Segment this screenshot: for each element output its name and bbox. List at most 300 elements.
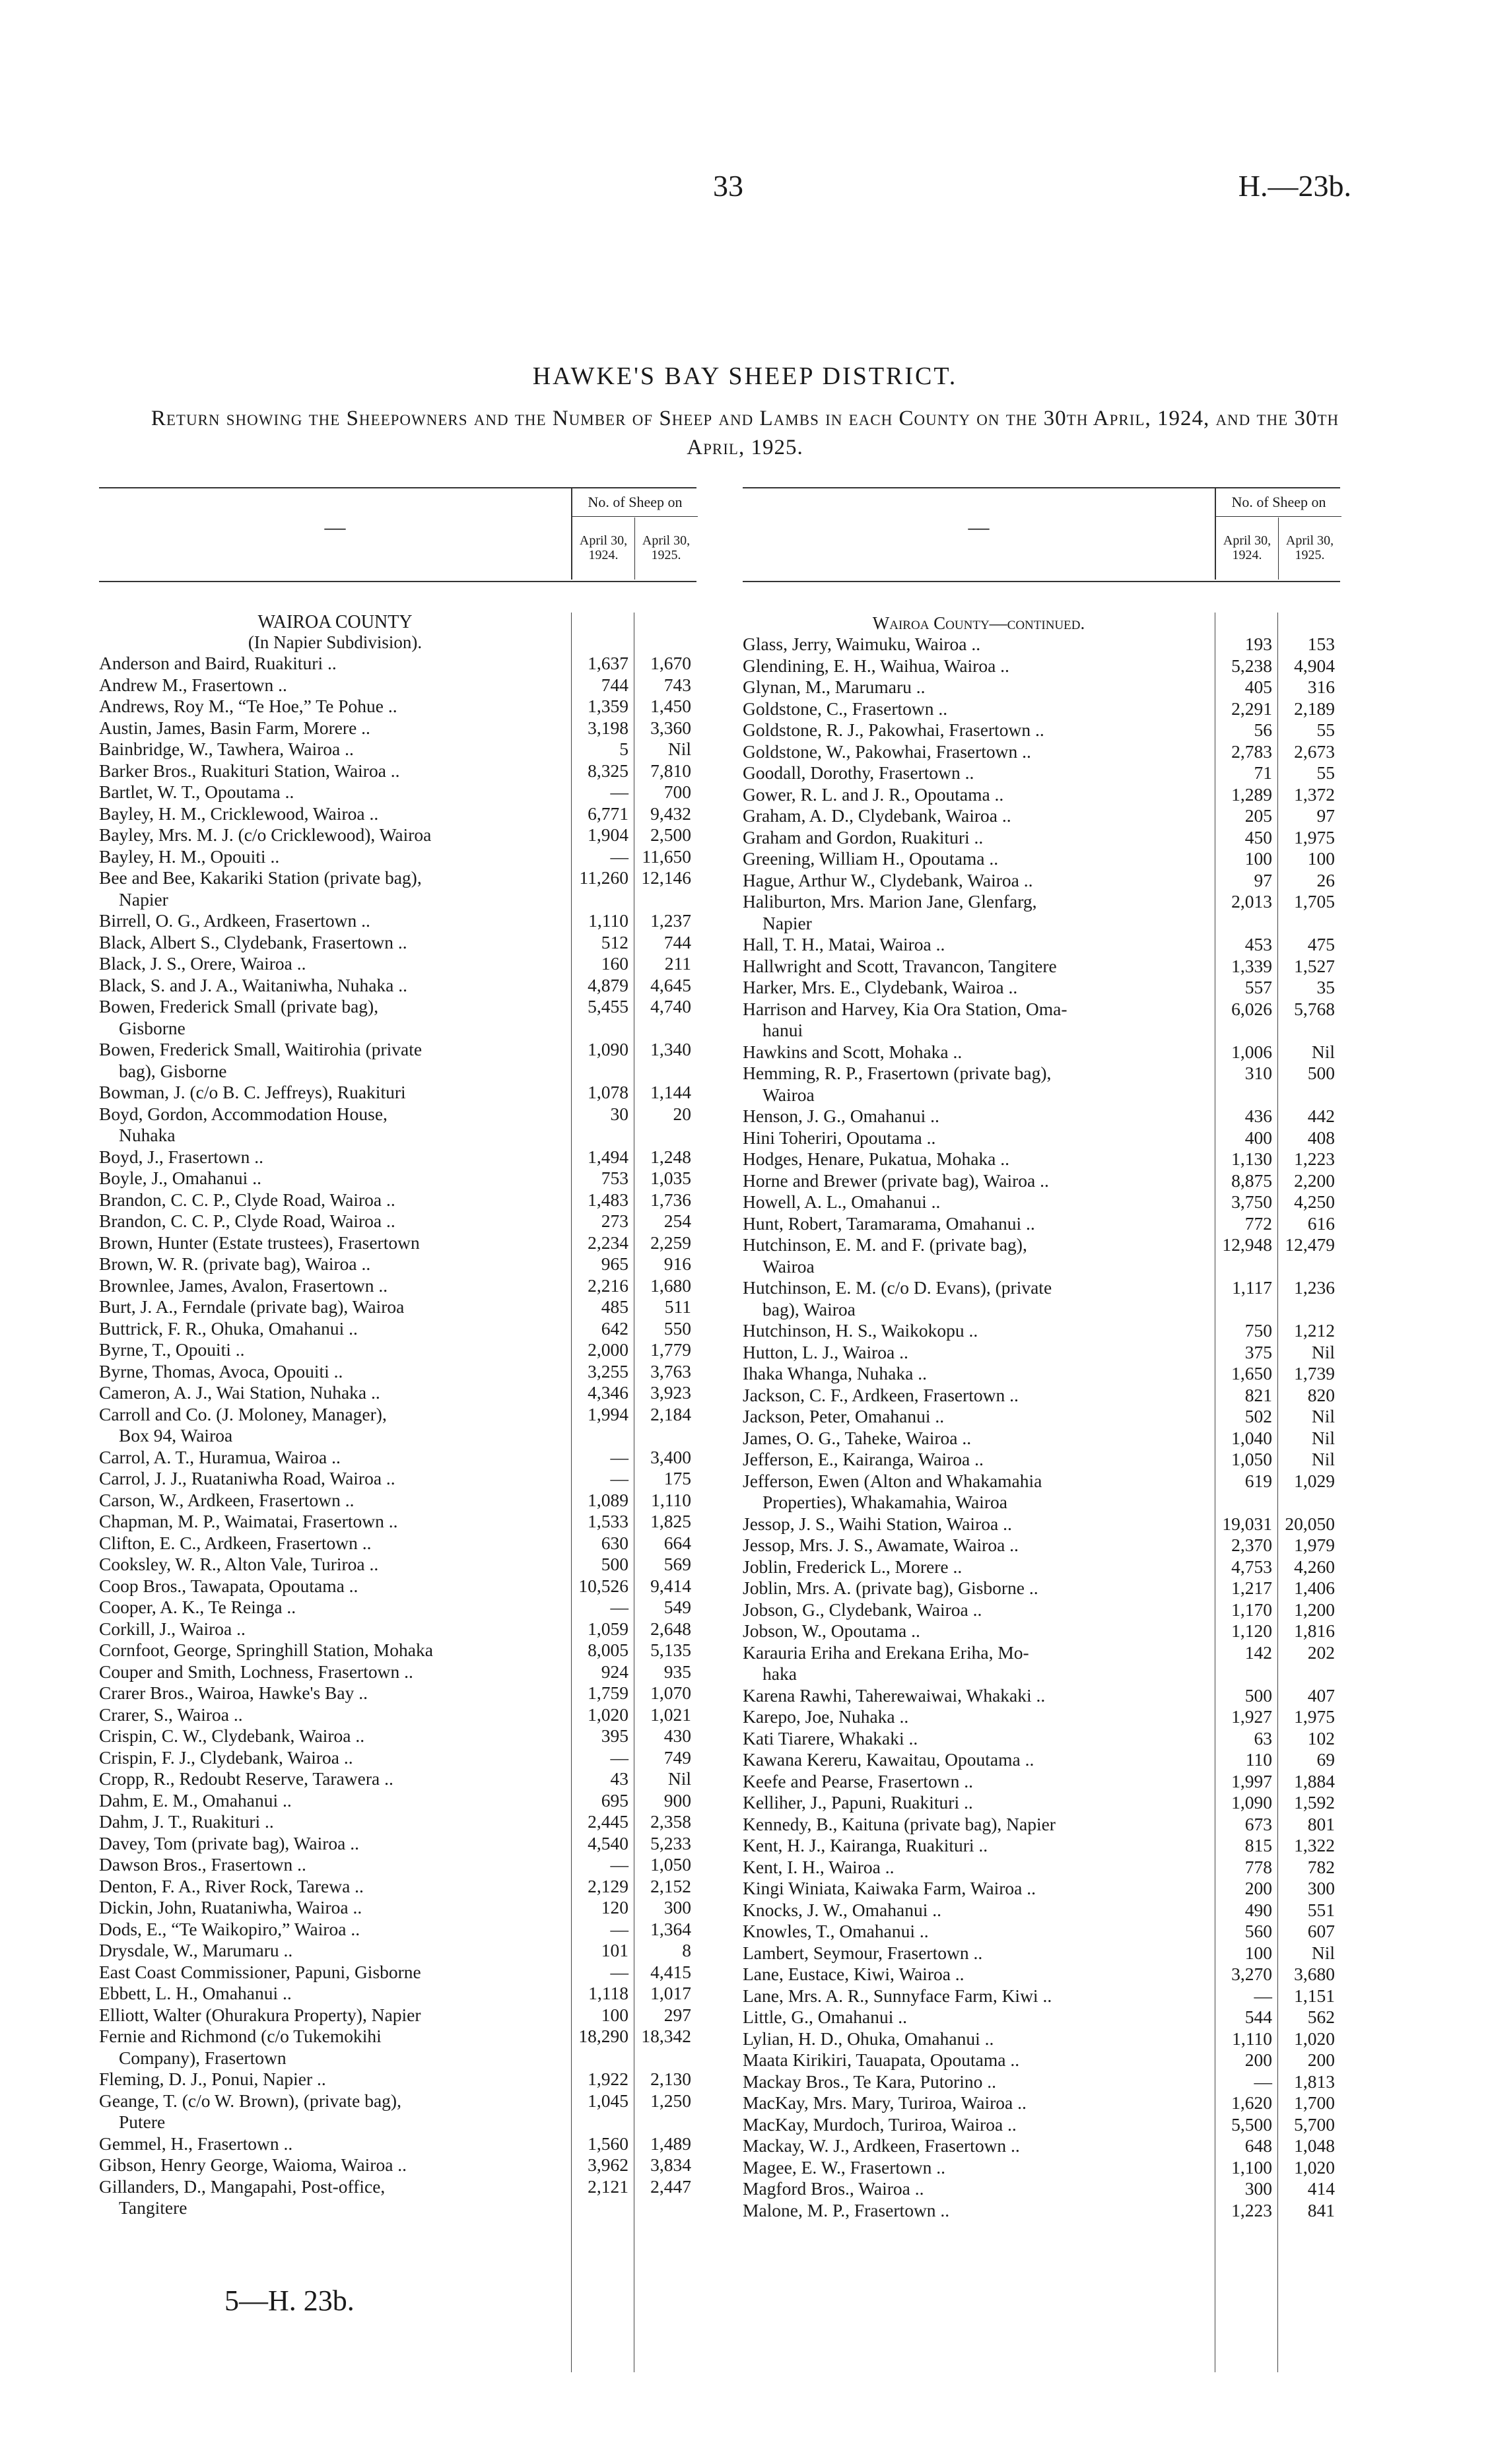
owner-name [99,1704,561,1726]
table-row [743,1170,1340,1192]
sheep-1925: Nil [667,1768,691,1789]
owner-name-line: Kelliher, J., Papuni, Ruakituri .. [743,1792,973,1813]
table-row [743,1191,1340,1213]
sheep-1924: 1,050 [1231,1449,1272,1469]
sheep-1925: 1,236 [1294,1277,1335,1298]
owner-name-line: Kennedy, B., Kaituna (private bag), Napier [743,1813,1056,1834]
owner-name [743,1921,1205,1943]
table-row [99,1661,696,1683]
table-row [99,2090,696,2133]
table-row [99,653,696,675]
owner-name-line: Cooksley, W. R., Alton Vale, Turiroa .. [99,1554,379,1574]
table-row [99,846,696,868]
table-row [99,1318,696,1340]
sheep-1925: 2,200 [1294,1170,1335,1191]
table-row [99,1962,696,1983]
sheep-1925: 102 [1307,1727,1335,1748]
sheep-1925: 743 [663,674,691,695]
owner-name [743,698,1205,720]
sheep-1925: 801 [1307,1813,1335,1834]
sheep-1924: — [610,846,628,867]
owner-name [743,1835,1205,1857]
owner-name-line: Lambert, Seymour, Frasertown .. [743,1942,983,1963]
table-row [743,1106,1340,1127]
sheep-1925: 211 [664,953,691,974]
sheep-1925: 1,200 [1294,1599,1335,1620]
table-row [743,634,1340,655]
owner-name [99,1618,561,1640]
table-row [99,953,696,975]
sheep-1925: 1,110 [651,1489,691,1510]
sheep-1924: 1,170 [1231,1599,1272,1620]
owner-name [743,1900,1205,1921]
owner-name-line: MacKay, Mrs. Mary, Turiroa, Wairoa .. [743,2092,1027,2113]
sheep-1925: 935 [663,1661,691,1682]
table-row [743,1449,1340,1471]
table-row [99,1039,696,1082]
owner-name-line: Hawkins and Scott, Mohaka .. [743,1041,963,1062]
table-row [743,1835,1340,1857]
sheep-1925: 5,700 [1294,2114,1335,2135]
owner-name-line: Hall, T. H., Matai, Wairoa .. [743,934,945,954]
table-row [743,1685,1340,1707]
owner-name [743,2049,1205,2071]
sheep-1924: 273 [601,1211,628,1231]
sheep-1924: 1,006 [1231,1041,1272,1062]
owner-name [743,1170,1205,1192]
owner-name [99,1725,561,1747]
sheep-1924: 205 [1244,805,1272,826]
table-row [99,1682,696,1704]
owner-name [99,1661,561,1683]
owner-name-line: Jobson, G., Clydebank, Wairoa .. [743,1599,982,1620]
sheep-1925: 1,212 [1294,1320,1335,1341]
owner-name [99,782,561,803]
table-row [99,1511,696,1533]
sheep-1925: 1,021 [650,1704,691,1725]
owner-name-continuation: Wairoa [762,1084,815,1105]
owner-name [99,675,561,696]
owner-name [99,1039,561,1082]
owner-name [743,1406,1205,1428]
owner-name [99,1897,561,1919]
owner-name [743,634,1205,655]
owner-name [743,1471,1205,1514]
owner-name [743,1428,1205,1449]
sheep-1925: 9,432 [650,803,691,824]
owner-name-line: Couper and Smith, Lochness, Frasertown .. [99,1661,413,1682]
sheep-1925: 5,135 [650,1640,691,1660]
owner-name [743,1706,1205,1728]
owner-name-line: Keefe and Pearse, Frasertown .. [743,1770,973,1791]
owner-name-continuation: Box 94, Wairoa [119,1425,233,1446]
sheep-1924: 2,013 [1231,891,1272,912]
owner-name-line: Ihaka Whanga, Nuhaka .. [743,1363,927,1383]
table-row [99,1811,696,1833]
owner-name [99,910,561,932]
sheep-1925: 18,342 [641,2026,691,2046]
sheep-1925: 1,975 [1294,1706,1335,1727]
owner-name [99,1511,561,1533]
table-row [743,2200,1340,2222]
table-row [99,1876,696,1898]
sheep-1925: 300 [1307,1878,1335,1898]
sheep-1925: 1,979 [1294,1535,1335,1555]
table-row [743,1042,1340,1063]
owner-name [99,1147,561,1168]
owner-name-line: Cornfoot, George, Springhill Station, Mohaka [99,1640,433,1660]
owner-name [743,1385,1205,1407]
owner-name-line: Cooper, A. K., Te Reinga .. [99,1597,296,1617]
owner-name-line: Crispin, F. J., Clydebank, Wairoa .. [99,1747,353,1768]
sheep-1924: 100 [1244,848,1272,869]
owner-name-line: Jefferson, E., Kairanga, Wairoa .. [743,1449,984,1469]
owner-name [99,1682,561,1704]
table-row [99,1790,696,1812]
owner-name-continuation: Napier [762,912,812,933]
table-row [99,803,696,825]
table-row [99,675,696,696]
sheep-1925: 8 [682,1940,691,1960]
sheep-1925: 9,414 [650,1575,691,1596]
owner-name [743,805,1205,827]
owner-name [743,1042,1205,1063]
header-group-label: No. of Sheep on [572,488,698,517]
sheep-1925: 500 [1307,1063,1335,1083]
owner-name [743,977,1205,999]
owner-name [99,1082,561,1104]
owner-name [743,827,1205,849]
sheep-1925: 2,447 [650,2176,691,2197]
owner-name [99,2176,561,2219]
owner-name-line: Knowles, T., Omahanui .. [743,1921,929,1941]
section-heading: WAIROA COUNTY [257,612,413,632]
header-group-label: No. of Sheep on [1216,488,1341,517]
owner-name [743,1943,1205,1964]
owner-name [743,1578,1205,1599]
table-row [99,696,696,717]
sheep-1924: 695 [601,1789,628,1811]
table-row [743,2071,1340,2093]
sheep-1924: — [610,1854,628,1875]
owner-name-line: Graham and Gordon, Ruakituri .. [743,826,984,848]
owner-name [743,1878,1205,1900]
owner-name-line: Bowen, Frederick Small (private bag), [99,996,379,1016]
table-row [743,1728,1340,1750]
owner-name-continuation: Nuhaka [119,1125,176,1145]
sheep-1924: 815 [1244,1835,1272,1855]
owner-name-line: Magford Bros., Wairoa .. [743,2178,924,2199]
sheep-1925: 1,029 [1294,1470,1335,1491]
sheep-1925: 3,763 [650,1360,691,1382]
owner-name [743,1535,1205,1556]
owner-name [99,1640,561,1661]
table-row [99,932,696,954]
sheep-1924: 2,370 [1231,1535,1272,1555]
owner-name [99,1833,561,1855]
sheep-1924: 1,110 [1232,2028,1272,2049]
page-subtitle: Return showing the Sheepowners and the Number of Sheep and Lambs in each County on the 30th April, 1924, and the 30th April, 1925. [151,407,1339,459]
sheep-1925: 1,151 [1294,1985,1335,2006]
table-row [99,2133,696,2155]
table-row [743,741,1340,763]
owner-name-line: Gemmel, H., Frasertown .. [99,2133,293,2154]
owner-name-line: Joblin, Frederick L., Morere .. [743,1556,963,1577]
owner-name-continuation: Properties), Whakamahia, Wairoa [762,1492,1007,1512]
owner-name-line: Corkill, J., Wairoa .. [99,1618,246,1639]
sheep-1924: 101 [601,1940,628,1960]
owner-name-line: Glynan, M., Marumaru .. [743,677,926,697]
sheep-1924: 1,994 [588,1403,628,1424]
owner-name-continuation: bag), Wairoa [762,1298,856,1319]
owner-name [743,2157,1205,2179]
sheep-1924: 1,089 [588,1489,628,1510]
sheep-1925: 1,816 [1294,1620,1335,1641]
owner-name [99,1983,561,2005]
sheep-1924: 1,483 [588,1189,628,1210]
owner-name-line: Andrew M., Frasertown .. [99,674,287,695]
sheep-1924: 100 [1244,1942,1272,1963]
sheep-1925: 12,146 [641,867,691,888]
table-row [743,1943,1340,1964]
sheep-1924: 1,040 [1231,1427,1272,1448]
sheep-1925: 1,322 [1294,1835,1335,1855]
owner-name-line: Gillanders, D., Mangapahi, Post-office, [99,2176,386,2197]
header-col-1924: April 30, 1924. [572,517,635,580]
sheep-1924: 120 [601,1897,628,1917]
sheep-1924: 1,117 [1232,1277,1272,1298]
sheep-1924: 1,020 [588,1704,628,1725]
owner-name-line: Bayley, H. M., Cricklewood, Wairoa .. [99,803,379,824]
sheep-1924: 1,120 [1231,1620,1272,1641]
sheep-1924: 18,290 [578,2026,628,2046]
owner-name [743,2007,1205,2028]
table-row [743,762,1340,784]
sheep-1924: 1,223 [1231,2199,1272,2220]
table-row [743,977,1340,999]
owner-name-line: Kingi Winiata, Kaiwaka Farm, Wairoa .. [743,1878,1036,1898]
owner-name-line: Bayley, H. M., Opouiti .. [99,846,280,867]
owner-name-line: Joblin, Mrs. A. (private bag), Gisborne .. [743,1578,1038,1598]
table-row [743,1749,1340,1771]
sheep-1925: 1,017 [650,1983,691,2003]
owner-name [743,2114,1205,2136]
owner-name [99,2154,561,2176]
owner-name-line: Denton, F. A., River Rock, Tarewa .. [99,1875,364,1896]
owner-name [99,824,561,846]
table-row [743,1277,1340,1320]
owner-name-line: Brandon, C. C. P., Clyde Road, Wairoa .. [99,1189,395,1210]
sheep-1925: 100 [1307,848,1335,869]
owner-name-line: Burt, J. A., Ferndale (private bag), Wairoa [99,1296,405,1317]
owner-name-line: Glass, Jerry, Waimuku, Wairoa .. [743,634,981,654]
sheep-1925: 4,645 [650,974,691,995]
owner-name [99,1361,561,1383]
sheep-1924: 490 [1244,1899,1272,1920]
sheep-1924: 1,927 [1231,1706,1272,1727]
sheep-1925: 1,144 [650,1082,691,1102]
sheep-1924: 1,637 [588,653,628,673]
owner-name-line: Little, G., Omahanui .. [743,2007,907,2027]
sheep-1925: 1,592 [1294,1792,1335,1813]
sheep-1924: 453 [1244,934,1272,954]
owner-name [99,932,561,954]
table-row [99,910,696,932]
sheep-1925: 20 [673,1103,691,1124]
sheep-1925: 414 [1307,2178,1335,2199]
table-row [99,1275,696,1297]
sheep-1924: 4,540 [588,1832,628,1853]
sheep-1925: 841 [1307,2199,1335,2220]
owner-name [743,1728,1205,1750]
table-row [743,934,1340,956]
table-row [743,2135,1340,2157]
sheep-1925: 4,260 [1294,1556,1335,1577]
sheep-1925: 300 [663,1897,691,1917]
table-row [99,1919,696,1941]
table-row [743,1921,1340,1943]
table-row [743,1149,1340,1170]
owner-name-line: Howell, A. L., Omahanui .. [743,1191,941,1212]
sheep-1925: 1,489 [650,2133,691,2154]
sheep-1925: 200 [1307,2049,1335,2070]
owner-name-line: Bowman, J. (c/o B. C. Jeffreys), Ruakituri [99,1082,406,1102]
owner-name-line: Hutchinson, E. M. (c/o D. Evans), (private [743,1277,1052,1298]
sheep-1924: 4,753 [1231,1556,1272,1577]
column-rule [571,613,572,2372]
owner-name-line: Horne and Brewer (private bag), Wairoa .. [743,1170,1049,1191]
sheep-1925: 297 [663,2004,691,2025]
owner-name-line: Cameron, A. J., Wai Station, Nuhaka .. [99,1382,380,1403]
owner-name [743,1749,1205,1771]
header-group [571,488,698,580]
owner-name-line: Malone, M. P., Frasertown .. [743,2199,950,2220]
sheep-1925: 1,035 [650,1168,691,1188]
owner-name-line: Graham, A. D., Clydebank, Wairoa .. [743,805,1011,826]
sheep-1925: Nil [667,739,691,759]
owner-name [99,1318,561,1340]
owner-name-line: Hutchinson, H. S., Waikokopu .. [743,1320,978,1341]
owner-name-line: Black, S. and J. A., Waitaniwha, Nuhaka .. [99,974,407,995]
owner-name [99,717,561,739]
sheep-1925: 1,237 [650,910,691,931]
owner-name-line: Carson, W., Ardkeen, Frasertown .. [99,1489,355,1510]
owner-name-line: Fernie and Richmond (c/o Tukemokihi [99,2026,382,2046]
table-row [99,1189,696,1211]
table-row [99,717,696,739]
owner-name-continuation: haka [762,1663,797,1684]
owner-name-line: Black, Albert S., Clydebank, Frasertown .. [99,931,407,952]
sheep-1925: 1,527 [1294,955,1335,976]
sheep-1925: 1,700 [1294,2092,1335,2113]
owner-name [99,846,561,868]
sheep-1925: 11,650 [642,846,691,867]
sheep-1924: 142 [1244,1642,1272,1663]
sheep-1924: 6,026 [1231,998,1272,1019]
owner-name [743,1964,1205,1985]
owner-name-line: Boyd, J., Frasertown .. [99,1146,264,1167]
owner-name-line: Brown, W. R. (private bag), Wairoa .. [99,1253,371,1274]
owner-name [743,1514,1205,1535]
owner-name [99,1296,561,1318]
owner-name [99,1554,561,1576]
owner-name-continuation: Gisborne [119,1017,186,1038]
sheep-1924: 97 [1254,869,1272,890]
sheep-1925: 700 [663,782,691,802]
table-row [743,784,1340,806]
owner-name [743,1127,1205,1149]
owner-name [743,1771,1205,1793]
sheep-1925: Nil [1311,1041,1335,1062]
owner-name-line: Hodges, Henare, Pukatua, Mohaka .. [743,1149,1009,1169]
sheep-1925: 35 [1316,977,1335,997]
sheep-1924: 1,045 [588,2090,628,2111]
sheep-1924: 1,059 [588,1618,628,1639]
sheep-1924: 8,875 [1231,1170,1272,1191]
sheep-1925: 607 [1307,1921,1335,1941]
sheep-1925: 69 [1316,1749,1335,1770]
table-row [99,2069,696,2090]
owner-name-line: Harrison and Harvey, Kia Ora Station, Oma- [743,998,1067,1019]
sheep-1924: 395 [601,1725,628,1746]
header-col-1925: April 30, 1925. [1285,533,1334,562]
sheep-1925: 2,152 [650,1875,691,1896]
table-row [99,1597,696,1618]
sheep-1925: 562 [1307,2007,1335,2027]
sheep-1924: 1,078 [588,1082,628,1102]
sheep-1924: 450 [1244,826,1272,848]
sheep-1924: — [610,1468,628,1488]
owner-name-line: Buttrick, F. R., Ohuka, Omahanui .. [99,1317,358,1339]
sheep-1924: 3,198 [588,717,628,738]
sheep-1925: 1,739 [1294,1363,1335,1383]
sheep-1924: 436 [1244,1106,1272,1126]
sheep-1925: 475 [1307,934,1335,954]
owner-name-line: Goldstone, W., Pakowhai, Frasertown .. [743,741,1031,762]
sheep-1925: 3,400 [650,1446,691,1467]
sheep-1925: 2,259 [650,1232,691,1253]
sheep-1925: 2,673 [1294,741,1335,762]
owner-name [99,1768,561,1790]
owner-name-line: Mackay, W. J., Ardkeen, Frasertown .. [743,2135,1020,2156]
owner-name-line: Chapman, M. P., Waimatai, Frasertown .. [99,1511,398,1531]
table-row [99,1232,696,1254]
table-row [99,1983,696,2005]
owner-name-line: Drysdale, W., Marumaru .. [99,1940,293,1960]
table-row [743,2157,1340,2179]
sheep-1925: 55 [1316,762,1335,783]
table-row [743,1320,1340,1342]
sheep-1924: 12,948 [1222,1234,1272,1255]
owner-name [743,741,1205,763]
sheep-1924: 11,260 [579,867,628,888]
sheep-1925: 1,680 [650,1275,691,1296]
owner-name-line: Clifton, E. C., Ardkeen, Frasertown .. [99,1532,372,1553]
table-row [743,2178,1340,2200]
owner-name-line: James, O. G., Taheke, Wairoa .. [743,1427,972,1448]
owner-name-line: Andrews, Roy M., “Te Hoe,” Te Pohue .. [99,696,397,716]
sheep-1924: 1,533 [588,1511,628,1531]
owner-name [743,1149,1205,1170]
owner-name-line: Hague, Arthur W., Clydebank, Wairoa .. [743,869,1033,890]
sheep-1924: 71 [1254,762,1272,783]
table-row [743,2028,1340,2050]
sheep-1924: — [610,782,628,802]
table-row [743,1385,1340,1407]
sheep-1924: 2,216 [588,1275,628,1296]
table-row [99,1082,696,1104]
owner-name [743,1985,1205,2007]
